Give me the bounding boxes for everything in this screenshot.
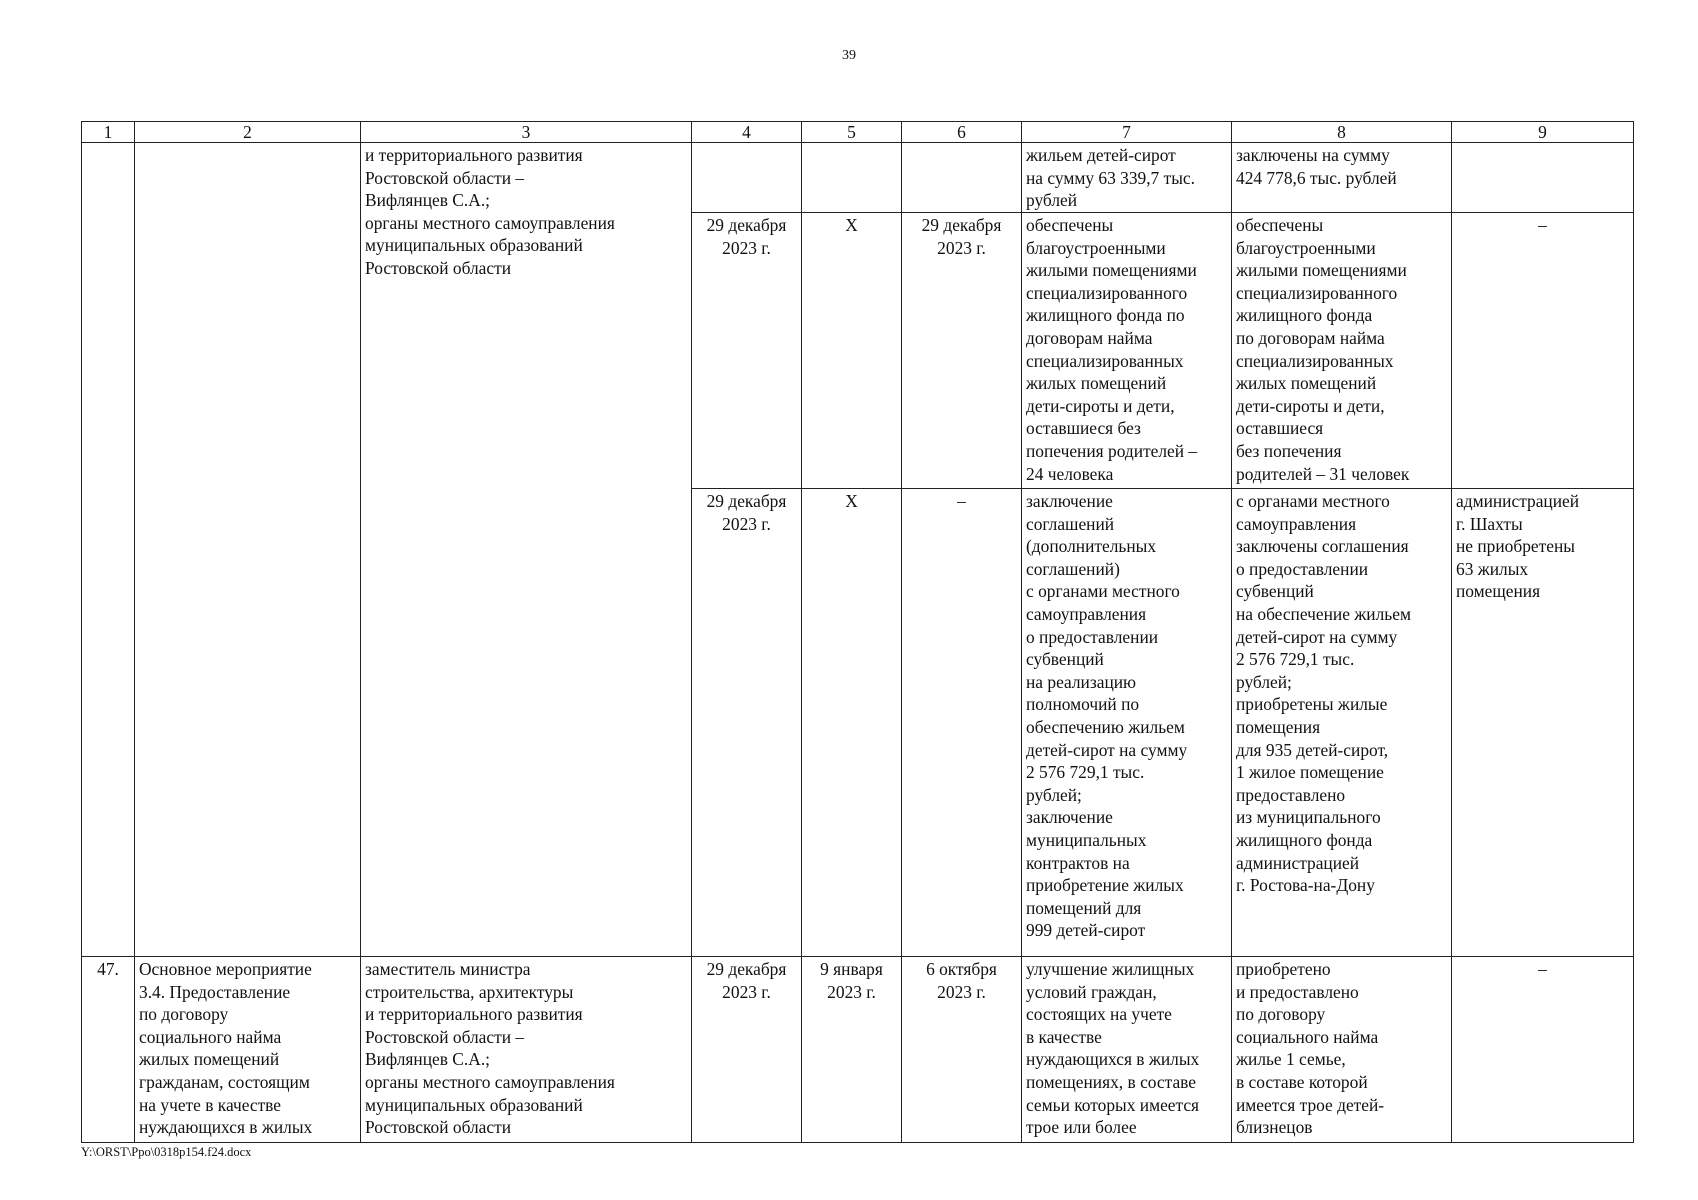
r2-date-start-cell: X bbox=[802, 213, 902, 489]
row47-date-start-cell: 9 января 2023 г. bbox=[802, 957, 902, 1143]
r2-date-fact-cell: 29 декабря 2023 г. bbox=[902, 213, 1022, 489]
header-row bbox=[82, 122, 1634, 143]
r3-date-fact-cell: – bbox=[902, 489, 1022, 957]
r1-problems-cell bbox=[1452, 143, 1634, 213]
r3-date-start-cell: X bbox=[802, 489, 902, 957]
r3-problems-cell: администрацией г. Шахты не приобретены 63 жилых помещения bbox=[1452, 489, 1634, 957]
report-table bbox=[81, 121, 1634, 1143]
r3-expected-result-cell: заключение соглашений (дополнительных соглашений) с органами местного самоуправления о предоставлении субвенций на реализацию полномочий по обеспечению жильем детей-сирот на сумму 2 576 729,1 тыс. рублей; заключение муниципальных контрактов на приобретение жилых помещений для 999 детей-сирот bbox=[1022, 489, 1232, 957]
column-header-4: 4 bbox=[692, 122, 802, 143]
cont-number-cell bbox=[82, 143, 135, 957]
table-row bbox=[82, 957, 1634, 1143]
r2-problems-cell: – bbox=[1452, 213, 1634, 489]
column-header-8: 8 bbox=[1232, 122, 1452, 143]
row47-actual-result-cell: приобретено и предоставлено по договору социального найма жилье 1 семье, в составе которой имеется трое детей- близнецов bbox=[1232, 957, 1452, 1143]
page-number: 39 bbox=[842, 48, 856, 63]
row47-title-cell: Основное мероприятие 3.4. Предоставление по договору социального найма жилых помещений гражданам, состоящим на учете в качестве нуждающихся в жилых bbox=[135, 957, 361, 1143]
row47-problems-cell: – bbox=[1452, 957, 1634, 1143]
r1-date-start-cell bbox=[802, 143, 902, 213]
r1-actual-result-cell: заключены на сумму 424 778,6 тыс. рублей bbox=[1232, 143, 1452, 213]
cont-executor-cell: и территориального развития Ростовской области – Вифлянцев С.А.; органы местного самоуправления муниципальных образований Ростовской области bbox=[361, 143, 692, 957]
row47-number-cell: 47. bbox=[82, 957, 135, 1143]
r3-actual-result-cell: с органами местного самоуправления заключены соглашения о предоставлении субвенций на обеспечение жильем детей-сирот на сумму 2 576 729,1 тыс. рублей; приобретены жилые помещения для 935 детей-сирот, 1 жилое помещение предоставлено из муниципального жилищного фонда администрацией г. Ростова-на-Дону bbox=[1232, 489, 1452, 957]
r1-date-plan-cell bbox=[692, 143, 802, 213]
row47-executor-cell: заместитель министра строительства, архитектуры и территориального развития Ростовской области – Вифлянцев С.А.; органы местного самоуправления муниципальных образований Ростовской области bbox=[361, 957, 692, 1143]
r2-date-plan-cell: 29 декабря 2023 г. bbox=[692, 213, 802, 489]
row47-date-plan-cell: 29 декабря 2023 г. bbox=[692, 957, 802, 1143]
r1-expected-result-cell: жильем детей-сирот на сумму 63 339,7 тыс. рублей bbox=[1022, 143, 1232, 213]
r3-date-plan-cell: 29 декабря 2023 г. bbox=[692, 489, 802, 957]
footer-file-path: Y:\ORST\Ppo\0318p154.f24.docx bbox=[81, 1145, 252, 1159]
column-header-9: 9 bbox=[1452, 122, 1634, 143]
row47-date-fact-cell: 6 октября 2023 г. bbox=[902, 957, 1022, 1143]
column-header-2: 2 bbox=[135, 122, 361, 143]
column-header-1: 1 bbox=[82, 122, 135, 143]
column-header-3: 3 bbox=[361, 122, 692, 143]
column-header-6: 6 bbox=[902, 122, 1022, 143]
r2-actual-result-cell: обеспечены благоустроенными жилыми помещениями специализированного жилищного фонда по договорам найма специализированных жилых помещений дети-сироты и дети, оставшиеся без попечения родителей – 31 человек bbox=[1232, 213, 1452, 489]
cont-title-cell bbox=[135, 143, 361, 957]
table-row bbox=[82, 143, 1634, 213]
column-header-7: 7 bbox=[1022, 122, 1232, 143]
row47-expected-result-cell: улучшение жилищных условий граждан, состоящих на учете в качестве нуждающихся в жилых помещениях, в составе семьи которых имеется трое или более bbox=[1022, 957, 1232, 1143]
column-header-5: 5 bbox=[802, 122, 902, 143]
r2-expected-result-cell: обеспечены благоустроенными жилыми помещениями специализированного жилищного фонда по договорам найма специализированных жилых помещений дети-сироты и дети, оставшиеся без попечения родителей – 24 человека bbox=[1022, 213, 1232, 489]
r1-date-fact-cell bbox=[902, 143, 1022, 213]
